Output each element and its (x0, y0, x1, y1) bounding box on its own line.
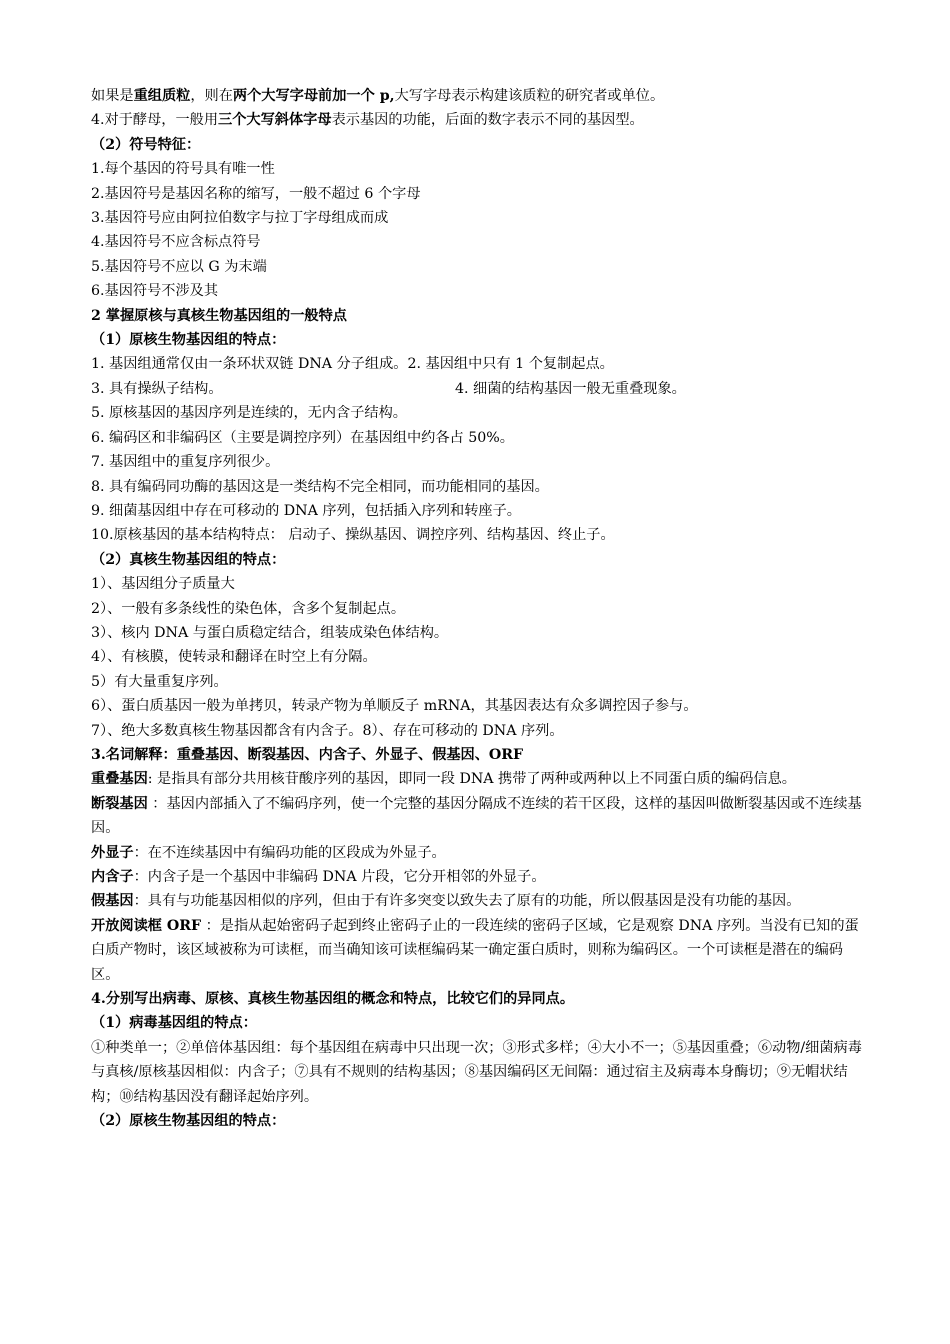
two-column-row (91, 377, 871, 401)
term: 外显子 (91, 844, 134, 861)
definition-pseudogene (91, 889, 871, 913)
definition-intron (91, 865, 871, 889)
text-run: 大写字母表示构建该质粒的研究者或单位。 (394, 88, 665, 104)
text-run: 4.对于酵母，一般用 (91, 112, 219, 129)
list-item: 8. 具有编码同功酶的基因这是一类结构不完全相同，而功能相同的基因。 (91, 478, 549, 495)
list-item: 7）、绝大多数真核生物基因都含有内含子。8）、存在可移动的 DNA 序列。 (91, 722, 564, 739)
list-item: 3）、核内 DNA 与蛋白质稳定结合，组装成染色体结构。 (91, 624, 449, 641)
section-3-heading: 3.名词解释：重叠基因、断裂基因、内含子、外显子、假基因、ORF (91, 746, 524, 763)
document-page (91, 84, 871, 1133)
list-item: 9. 细菌基因组中存在可移动的 DNA 序列，包括插入序列和转座子。 (91, 502, 521, 519)
symbol-features-heading: （2）符号特征： (91, 136, 201, 153)
prokaryote-heading: （1）原核生物基因组的特点： (91, 332, 286, 349)
recombinant-plasmid-paragraph (91, 84, 871, 108)
term: 假基因 (91, 893, 134, 910)
yeast-paragraph (91, 108, 871, 132)
definition-text: : 是指具有部分共用核苷酸序列的基因，即同一段 DNA 携带了两种或两种以上不同蛋白质的编码信息。 (147, 771, 796, 788)
virus-features-paragraph: ①种类单一；②单倍体基因组：每个基因组在病毒中只出现一次；③形式多样；④大小不一；⑤基因重叠；⑥动物/细菌病毒与真核/原核基因相似：内含子；⑦具有不规则的结构基因；⑧基因编码区无间隔：通过宿主及病毒本身酶切；⑨无帽状结构；⑩结构基因没有翻译起始序列。 (91, 1039, 862, 1105)
bold-run: 两个大写字母前加一个 p, (232, 88, 395, 104)
list-item: 3.基因符号应由阿拉伯数字与拉丁字母组成而成 (91, 210, 389, 227)
bold-run: 重组质粒 (133, 88, 191, 104)
virus-heading: （1）病毒基因组的特点： (91, 1015, 257, 1032)
list-item: 4）、有核膜，使转录和翻译在时空上有分隔。 (91, 649, 377, 666)
list-item: 7. 基因组中的重复序列很少。 (91, 454, 280, 471)
definition-orf (91, 914, 871, 987)
list-item: 6）、蛋白质基因一般为单拷贝，转录产物为单顺反子 mRNA，其基因表达有众多调控因子参与。 (91, 698, 698, 715)
list-item: 1）、基因组分子质量大 (91, 576, 235, 593)
list-item: 1. 基因组通常仅由一条环状双链 DNA 分子组成。2. 基因组中只有 1 个复制起点。 (91, 356, 614, 373)
definition-split-gene (91, 792, 871, 841)
list-item: 5. 原核基因的基因序列是连续的，无内含子结构。 (91, 405, 407, 422)
text-run: 如果是 (91, 88, 134, 104)
definition-overlapping-gene (91, 767, 871, 791)
text-run: ，则在 (190, 88, 233, 104)
list-item: 6.基因符号不涉及其 (91, 283, 219, 300)
list-item: 2）、一般有多条线性的染色体，含多个复制起点。 (91, 600, 406, 617)
list-item: 6. 编码区和非编码区（主要是调控序列）在基因组中约各占 50%。 (91, 429, 514, 446)
definition-exon (91, 841, 871, 865)
definition-text: ：在不连续基因中有编码功能的区段成为外显子。 (133, 844, 446, 861)
definition-text: ：是指从起始密码子起到终止密码子止的一段连续的密码子区域，它是观察 DNA 序列。当没有已知的蛋白质产物时，该区域被称为可读框，而当确知该可读框编码某一确定蛋白质时，则称为编码区。一个可读框是潜在的编码区。 (91, 917, 859, 983)
term: 内含子 (91, 869, 134, 885)
prokaryote-heading-2: （2）原核生物基因组的特点： (91, 1113, 286, 1130)
list-item: 4.基因符号不应含标点符号 (91, 234, 261, 251)
list-item: 5.基因符号不应以 G 为末端 (91, 258, 267, 275)
list-item: 1.每个基因的符号具有唯一性 (91, 161, 275, 178)
term: 重叠基因 (91, 771, 148, 788)
list-item: 5）有大量重复序列。 (91, 673, 228, 690)
definition-text: ：基因内部插入了不编码序列，使一个完整的基因分隔成不连续的若干区段，这样的基因叫做断裂基因或不连续基因。 (91, 795, 862, 837)
bold-run: 三个大写斜体字母 (218, 112, 332, 129)
list-item: 10.原核基因的基本结构特点： 启动子、操纵基因、调控序列、结构基因、终止子。 (91, 527, 615, 544)
eukaryote-heading: （2）真核生物基因组的特点： (91, 551, 286, 568)
term: 断裂基因 (91, 795, 148, 812)
section-4-heading: 4.分别写出病毒、原核、真核生物基因组的概念和特点，比较它们的异同点。 (91, 991, 575, 1008)
list-item: 2.基因符号是基因名称的缩写，一般不超过 6 个字母 (91, 185, 421, 202)
definition-text: ：内含子是一个基因中非编码 DNA 片段，它分开相邻的外显子。 (133, 869, 546, 885)
term: 开放阅读框 ORF (91, 917, 202, 934)
list-item: 4. 细菌的结构基因一般无重叠现象。 (455, 380, 686, 397)
section-2-heading: 2 掌握原核与真核生物基因组的一般特点 (91, 307, 347, 324)
definition-text: ：具有与功能基因相似的序列，但由于有许多突变以致失去了原有的功能，所以假基因是没有功能的基因。 (133, 893, 801, 910)
list-item: 3. 具有操纵子结构。 (91, 380, 223, 397)
text-run: 表示基因的功能，后面的数字表示不同的基因型。 (331, 112, 644, 129)
